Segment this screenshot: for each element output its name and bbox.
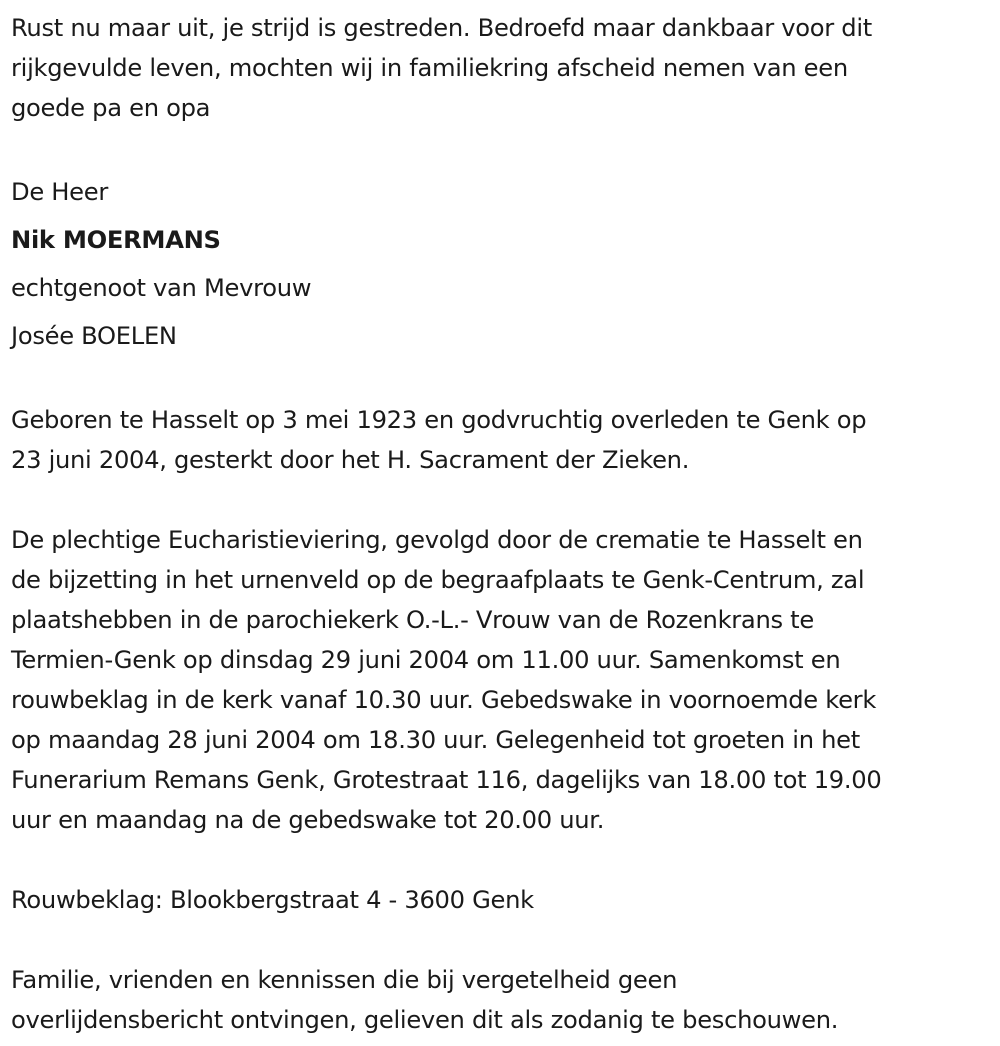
deceased-name: Nik MOERMANS: [11, 226, 221, 254]
spouse-name: Josée BOELEN: [11, 322, 177, 350]
deceased-block: [11, 168, 996, 360]
obituary-notice: [11, 8, 996, 1040]
text-line: Termien-Genk op dinsdag 29 juni 2004 om 11.00 uur. Samenkomst en: [11, 646, 841, 674]
text-line: Geboren te Hasselt op 3 mei 1923 en godvruchtig overleden te Genk op: [11, 406, 867, 434]
text-line: 23 juni 2004, gesterkt door het H. Sacrament der Zieken.: [11, 446, 690, 474]
condolence-address: Rouwbeklag: Blookbergstraat 4 - 3600 Genk: [11, 886, 534, 914]
honorific-title: De Heer: [11, 178, 108, 206]
intro-paragraph: [11, 8, 996, 128]
text-line: Familie, vrienden en kennissen die bij vergetelheid geen: [11, 966, 678, 994]
spouse-label: echtgenoot van Mevrouw: [11, 274, 312, 302]
text-line: goede pa en opa: [11, 94, 211, 122]
text-line: De plechtige Eucharistieviering, gevolgd door de crematie te Hasselt en: [11, 526, 863, 554]
text-line: de bijzetting in het urnenveld op de begraafplaats te Genk-Centrum, zal: [11, 566, 865, 594]
text-line: op maandag 28 juni 2004 om 18.30 uur. Gelegenheid tot groeten in het: [11, 726, 860, 754]
text-line: overlijdensbericht ontvingen, gelieven dit als zodanig te beschouwen.: [11, 1006, 839, 1034]
text-line: Rust nu maar uit, je strijd is gestreden. Bedroefd maar dankbaar voor dit: [11, 14, 872, 42]
text-line: rouwbeklag in de kerk vanaf 10.30 uur. Gebedswake in voornoemde kerk: [11, 686, 877, 714]
birth-death-paragraph: [11, 400, 996, 480]
text-line: rijkgevulde leven, mochten wij in familiekring afscheid nemen van een: [11, 54, 848, 82]
ceremony-paragraph: [11, 520, 996, 840]
text-line: plaatshebben in de parochiekerk O.-L.- Vrouw van de Rozenkrans te: [11, 606, 814, 634]
text-line: Funerarium Remans Genk, Grotestraat 116, dagelijks van 18.00 tot 19.00: [11, 766, 882, 794]
closing-paragraph: [11, 960, 996, 1040]
text-line: uur en maandag na de gebedswake tot 20.00 uur.: [11, 806, 605, 834]
